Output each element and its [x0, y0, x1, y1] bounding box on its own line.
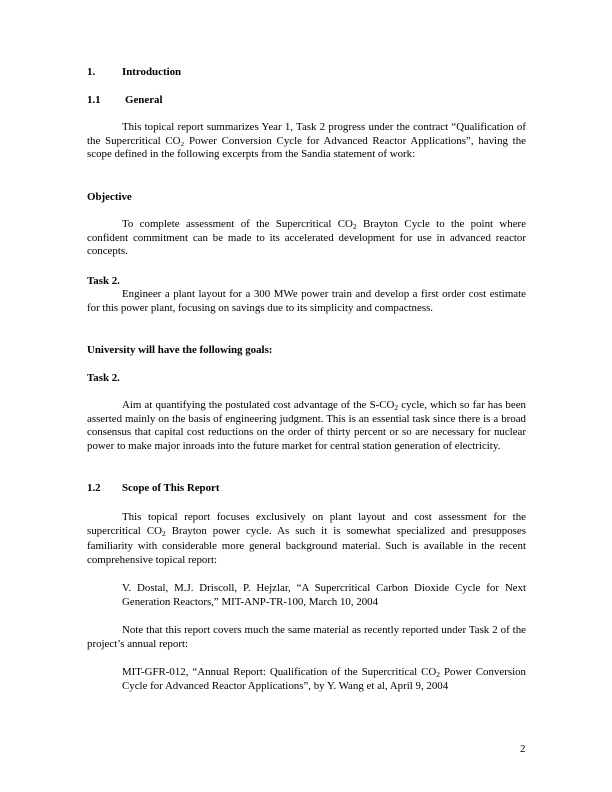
reference-annual-report: MIT-GFR-012, “Annual Report: Qualification of the Supercritical $CO_2$ Power Conversion Cycle for Advanced Reactor Applications”, by Y. Wang et al, April 9, 2004 [122, 666, 526, 692]
section-number: 1.2 [87, 482, 101, 494]
intro-paragraph: This topical report summarizes Year 1, Task 2 progress under the contract “Qualification of the Supercritical CO₂ Power Conversion Cycle for Advanced Reactor Applications”, having the scope defined in the following excerpts from the Sandia statement of work: [87, 121, 526, 161]
task2-paragraph: Engineer a plant layout for a 300 MWe power train and develop a first order cost estimate for this power plant, focusing on savings due to its simplicity and compactness. [87, 288, 526, 314]
section-1-heading [87, 66, 182, 80]
scope-paragraph: This topical report focuses exclusively on plant layout and cost assessment for the supercritical $CO_2$ Brayton power cycle. As such it is somewhat specialized and presupposes familiarity with considerable more general background material. Such is available in the recent comprehensive topical report: [87, 511, 526, 566]
section-number: 1. [87, 66, 96, 78]
section-1-1-heading [87, 94, 163, 108]
task2-heading: Task 2. [87, 275, 120, 287]
section-title: Scope of This Report [122, 482, 220, 494]
section-title: Introduction [122, 66, 182, 78]
objective-heading: Objective [87, 191, 132, 203]
section-title: General [125, 94, 163, 106]
reference-dostal: V. Dostal, M.J. Driscoll, P. Hejzlar, “A Supercritical Carbon Dioxide Cycle for Next Generation Reactors,” MIT-ANP-TR-100, March 10, 2004 [122, 582, 526, 608]
task2-university-paragraph: Aim at quantifying the postulated cost advantage of the $S-CO_2$ cycle, which so far has been asserted mainly on the basis of engineering judgment. This is an essential task since there is a broad consensus that capital cost reductions on the order of thirty percent or so are necessary for nuclear power to make major inroads into the future market for central station generation of electricity. [87, 399, 526, 452]
section-1-2-heading [87, 482, 220, 496]
objective-paragraph: To complete assessment of the Supercritical $CO_2$ Brayton Cycle to the point where confident commitment can be made to its accelerated development for use in advanced reactor concepts. [87, 218, 526, 258]
page-number: 2 [520, 743, 526, 755]
note-paragraph: Note that this report covers much the same material as recently reported under Task 2 of the project’s annual report: [87, 624, 526, 650]
task2-university-heading: Task 2. [87, 372, 120, 384]
section-number: 1.1 [87, 94, 101, 106]
university-goals-heading: University will have the following goals: [87, 344, 273, 356]
